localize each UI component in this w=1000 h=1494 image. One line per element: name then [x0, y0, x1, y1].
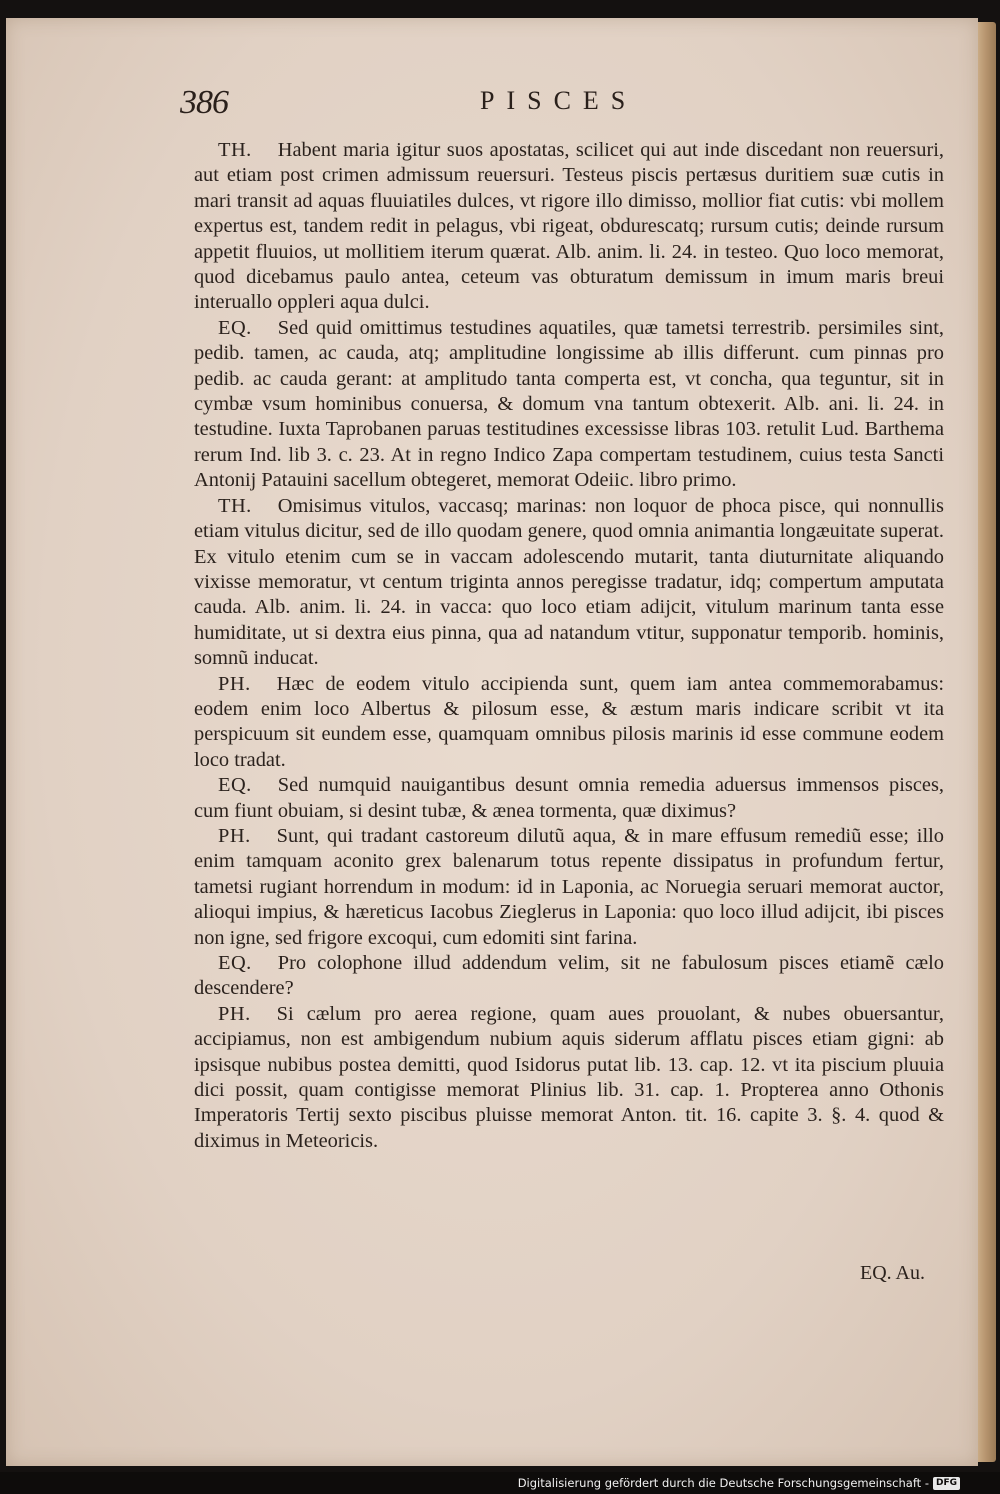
- paragraph: [194, 494, 944, 672]
- credit-text: Digitalisierung gefördert durch die Deutsche Forschungsgemeinschaft -: [517, 1476, 929, 1490]
- text-block: [194, 138, 944, 1154]
- page-header: [180, 84, 800, 132]
- paragraph: [194, 773, 944, 824]
- running-head: PISCES: [480, 86, 638, 115]
- speaker-label: EQ.: [218, 774, 252, 797]
- paragraph-text: Hæc de eodem vitulo accipienda sunt, quem iam antea commemorabamus: eodem enim loco Albertus & pilosum esse, & æstum maris indicare scribit vt ita perspicuum sit eundem esse, quamquam omnibus pilosis marinis id esse commune eodem loco tradat.: [194, 672, 944, 771]
- speaker-label: TH.: [218, 139, 252, 161]
- book-edge: [978, 22, 996, 1462]
- page-number: 386: [180, 84, 228, 121]
- paragraph-text: Habent maria igitur suos apostatas, scilicet qui aut inde discedant non reuersuri, aut etiam post crimen admissum reuersuri. Testeus piscis pertæsus duritiem suæ cutis in mari transit ad aquas fluuiatiles dulces, vt rigore illo dimisso, mollior fiat cutis: vbi mollem expertus est, tandem redit in pelagus, vbi rigeat, obdurescatq; rursum cutis; deinde rursum appetit fluuios, ut mollitiem iterum quærat. Alb. anim. li. 24. in testeo. Quo loco memorat, quod dicebamus paulo antea, ceteum vas obturatum demissum in imum maris breui interuallo oppleri aqua dulci.: [194, 139, 944, 314]
- paragraph: [194, 316, 944, 494]
- catchword: EQ. Au.: [860, 1262, 925, 1284]
- paragraph: [194, 824, 944, 951]
- paragraph-text: Omisimus vitulos, vaccasq; marinas: non loquor de phoca pisce, qui nonnullis etiam vitulus dicitur, sed de illo quodam genere, quod omnia animantia longæuitate superat. Ex vitulo etenim cum se in vaccam adolescendo mutarit, tanta diuturnitate aliquando vixisse memoratur, vt centum triginta annos peregisse tradatur, idq; compertum amputata cauda. Alb. anim. li. 24. in vacca: quo loco etiam adijcit, vitulum marinum tanta esse humiditate, ut si dextra eius pinna, qua ad natandum vtitur, supponatur temporib. hominis, somnũ inducat.: [194, 494, 944, 670]
- paragraph-text: Pro colophone illud addendum velim, sit ne fabulosum pisces etiamẽ cælo descendere?: [194, 952, 944, 1000]
- speaker-label: EQ.: [218, 316, 252, 339]
- speaker-label: TH.: [218, 494, 252, 517]
- speaker-label: PH.: [218, 672, 251, 695]
- speaker-label: PH.: [218, 1002, 251, 1025]
- paragraph-text: Si cælum pro aerea regione, quam aues prouolant, & nubes obuersantur, accipiamus, non est ambigendum nubium aquis siderum afflatu pisces etiam gigni: ab ipsisque nubibus postea demitti, quod Isidorus putat lib. 13. cap. 12. vt ita piscium pluuia dici possit, quam contigisse memorat Plinius lib. 31. cap. 1. Propterea anno Othonis Imperatoris Tertij sexto piscibus pluisse memorat Anton. tit. 16. capite 3. §. 4. quod & diximus in Meteoricis.: [194, 1002, 944, 1152]
- paragraph-text: Sunt, qui tradant castoreum dilutũ aqua, & in mare effusum remediũ esse; illo enim tamquam aconito grex balenarum totus repente dissipatus in profundum fertur, tametsi rugiant horrendum in modum: id in Laponia, ac Noruegia seruari memorat auctor, alioqui impius, & hæreticus Iacobus Zieglerus in Laponia: quo loco illud adijcit, ibi pisces non igne, sed frigore excoqui, cum edomiti sint farina.: [194, 824, 944, 949]
- paragraph: [194, 138, 944, 316]
- paragraph: [194, 672, 944, 774]
- paragraph-text: Sed numquid nauigantibus desunt omnia remedia aduersus immensos pisces, cum fiunt obuiam, si desint tubæ, & ænea tormenta, quæ diximus?: [194, 774, 944, 822]
- speaker-label: EQ.: [218, 952, 252, 974]
- paragraph: [194, 1002, 944, 1154]
- speaker-label: PH.: [218, 824, 251, 847]
- paragraph-text: Sed quid omittimus testudines aquatiles, quæ tametsi terrestrib. persimiles sint, pedib. tamen, ac cauda, atq; amplitudine longissime ab illis differunt. cum pinnas pro pedib. ac cauda gerant: at amplitudo tanta comperta est, vt concha, qua teguntur, sit in cymbæ vsum hominibus conuersa, & domum vna tantum obtexerit. Alb. ani. li. 24. in testudine. Iuxta Taprobanen paruas testitudines excessisse libras 103. retulit Lud. Barthema rerum Ind. lib 3. c. 23. At in regno Indico Zapa compertam testudinem, cuius testa Sancti Antonij Patauini sacellum obtegeret, memorat Odeiic. libro primo.: [194, 316, 944, 492]
- digitization-credit: [518, 1474, 960, 1492]
- paragraph: [194, 951, 944, 1002]
- dfg-logo-icon: DFG: [933, 1477, 960, 1490]
